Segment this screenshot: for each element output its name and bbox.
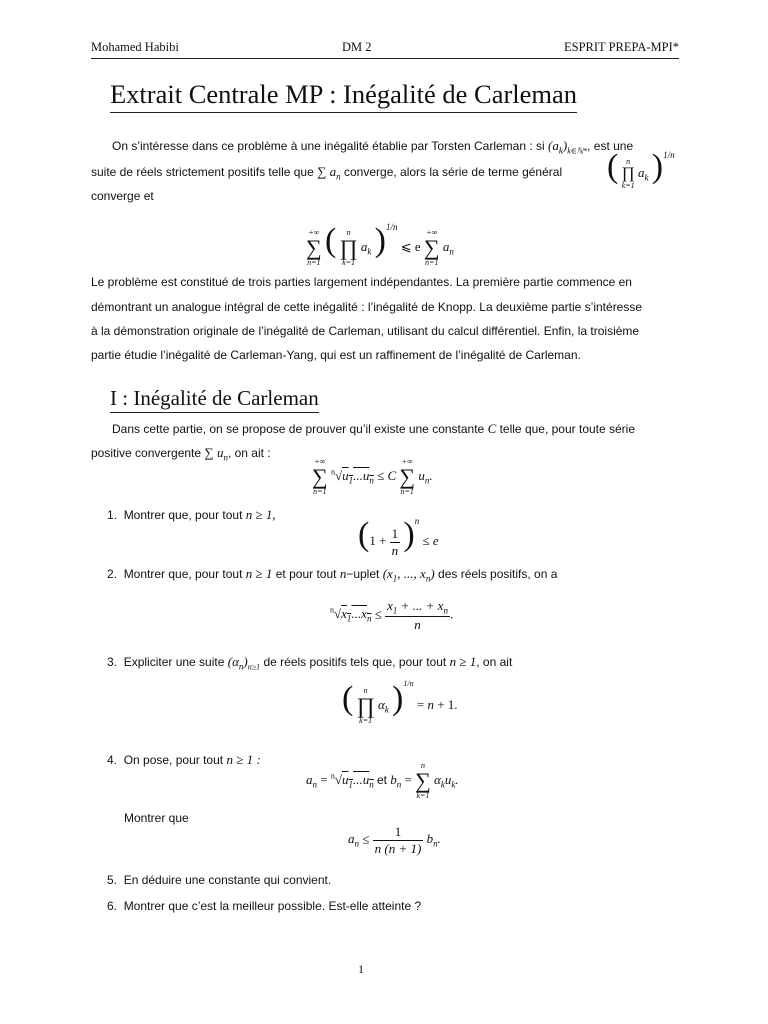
header-author: Mohamed Habibi bbox=[91, 40, 179, 54]
section-intro-line2: positive convergente ∑ $u_n$, on ait : bbox=[91, 445, 271, 463]
question-3-formula: ( n ∏ k=1 $\alpha_k$ )$^{1/n}$ = n + 1. bbox=[342, 678, 458, 726]
question-4: 4. On pose, pour tout n ≥ 1 : bbox=[107, 752, 261, 767]
question-1: 1. Montrer que, pour tout n ≥ 1, bbox=[107, 507, 276, 522]
question-2-formula: $^n√x_1...x_n$ ≤ $\frac{x_1 + ... + x_n}{n}$ . bbox=[330, 598, 454, 632]
question-4-definitions: $a_n = ^n√u_1...u_n$ et $b_n$ = n ∑ k=1 $\alpha_ku_k$. bbox=[306, 761, 459, 800]
intro-line1-end: est une bbox=[593, 139, 634, 153]
section-main-inequality: +∞ ∑ n=1 $^n√u_1...u_n \le C$ +∞ ∑ n=1 $u_n$. bbox=[312, 457, 433, 496]
intro-line3: converge et bbox=[91, 189, 154, 203]
question-1-formula: (1 + $\frac{1}{n}$ )$^n$ ≤ e bbox=[358, 515, 439, 558]
parts-line4: partie étudie l’inégalité de Carleman-Yang, qui est un raffinement de l’inégalité de Carleman. bbox=[91, 348, 581, 362]
section-title: I : Inégalité de Carleman bbox=[110, 386, 319, 413]
section-intro-line1: Dans cette partie, on se propose de prouver qu’il existe une constante C telle que, pour toute série bbox=[112, 421, 636, 436]
parts-line3: à la démonstration originale de l’inégalité de Carleman, utilisant du calcul différentiel. Enfin, la troisième bbox=[91, 324, 640, 338]
question-4-sub: Montrer que bbox=[124, 811, 189, 825]
header-doc: DM 2 bbox=[342, 40, 372, 54]
intro-line2: suite de réels strictement positifs telle que ∑ $a_n$ converge, alors la série de terme général bbox=[91, 164, 563, 182]
question-5: 5. En déduire une constante qui convient. bbox=[107, 873, 332, 887]
page-number: 1 bbox=[358, 962, 364, 976]
intro-product-expression: ( n ∏ k=1 $a_k$ )$^{1/n}$ bbox=[607, 148, 675, 191]
header-school: ESPRIT PREPA-MPI* bbox=[564, 40, 679, 54]
question-4-formula: $a_n$ ≤ $\frac{1}{n (n + 1)}$ $b_n$. bbox=[348, 824, 441, 856]
question-3: 3. Expliciter une suite $(\alpha_n)_{n\ge 1}$ de réels positifs tels que, pour tout n ≥ 1, on ait bbox=[107, 654, 513, 672]
parts-line2: démontrant un analogue intégral de cette inégalité : l’inégalité de Knopp. La deuxième partie s’intéresse bbox=[91, 300, 643, 314]
parts-line1: Le problème est constitué de trois parties largement indépendantes. La première partie commence en bbox=[91, 275, 632, 289]
question-2: 2. Montrer que, pour tout n ≥ 1 et pour tout n−uplet ($x_1$, ..., $x_n$) des réels positifs, on a bbox=[107, 566, 558, 584]
question-6: 6. Montrer que c’est la meilleur possible. Est-elle atteinte ? bbox=[107, 899, 422, 913]
page-title: Extrait Centrale MP : Inégalité de Carleman bbox=[110, 79, 577, 113]
intro-line1-text: On s’intéresse dans ce problème à une inégalité établie par Torsten Carleman : si bbox=[112, 139, 545, 153]
carleman-inequality: +∞ ∑ n=1 ( n ∏ k=1 $a_k$ )$^{1/n}$ ⩽ e +∞ ∑ n=1 $a_n$ bbox=[306, 221, 454, 268]
page-header bbox=[91, 40, 679, 59]
intro-paragraph: On s’intéresse dans ce problème à une inégalité établie par Torsten Carleman : si $(a_k)_{k\in ℕ*}$, est une bbox=[112, 138, 634, 156]
